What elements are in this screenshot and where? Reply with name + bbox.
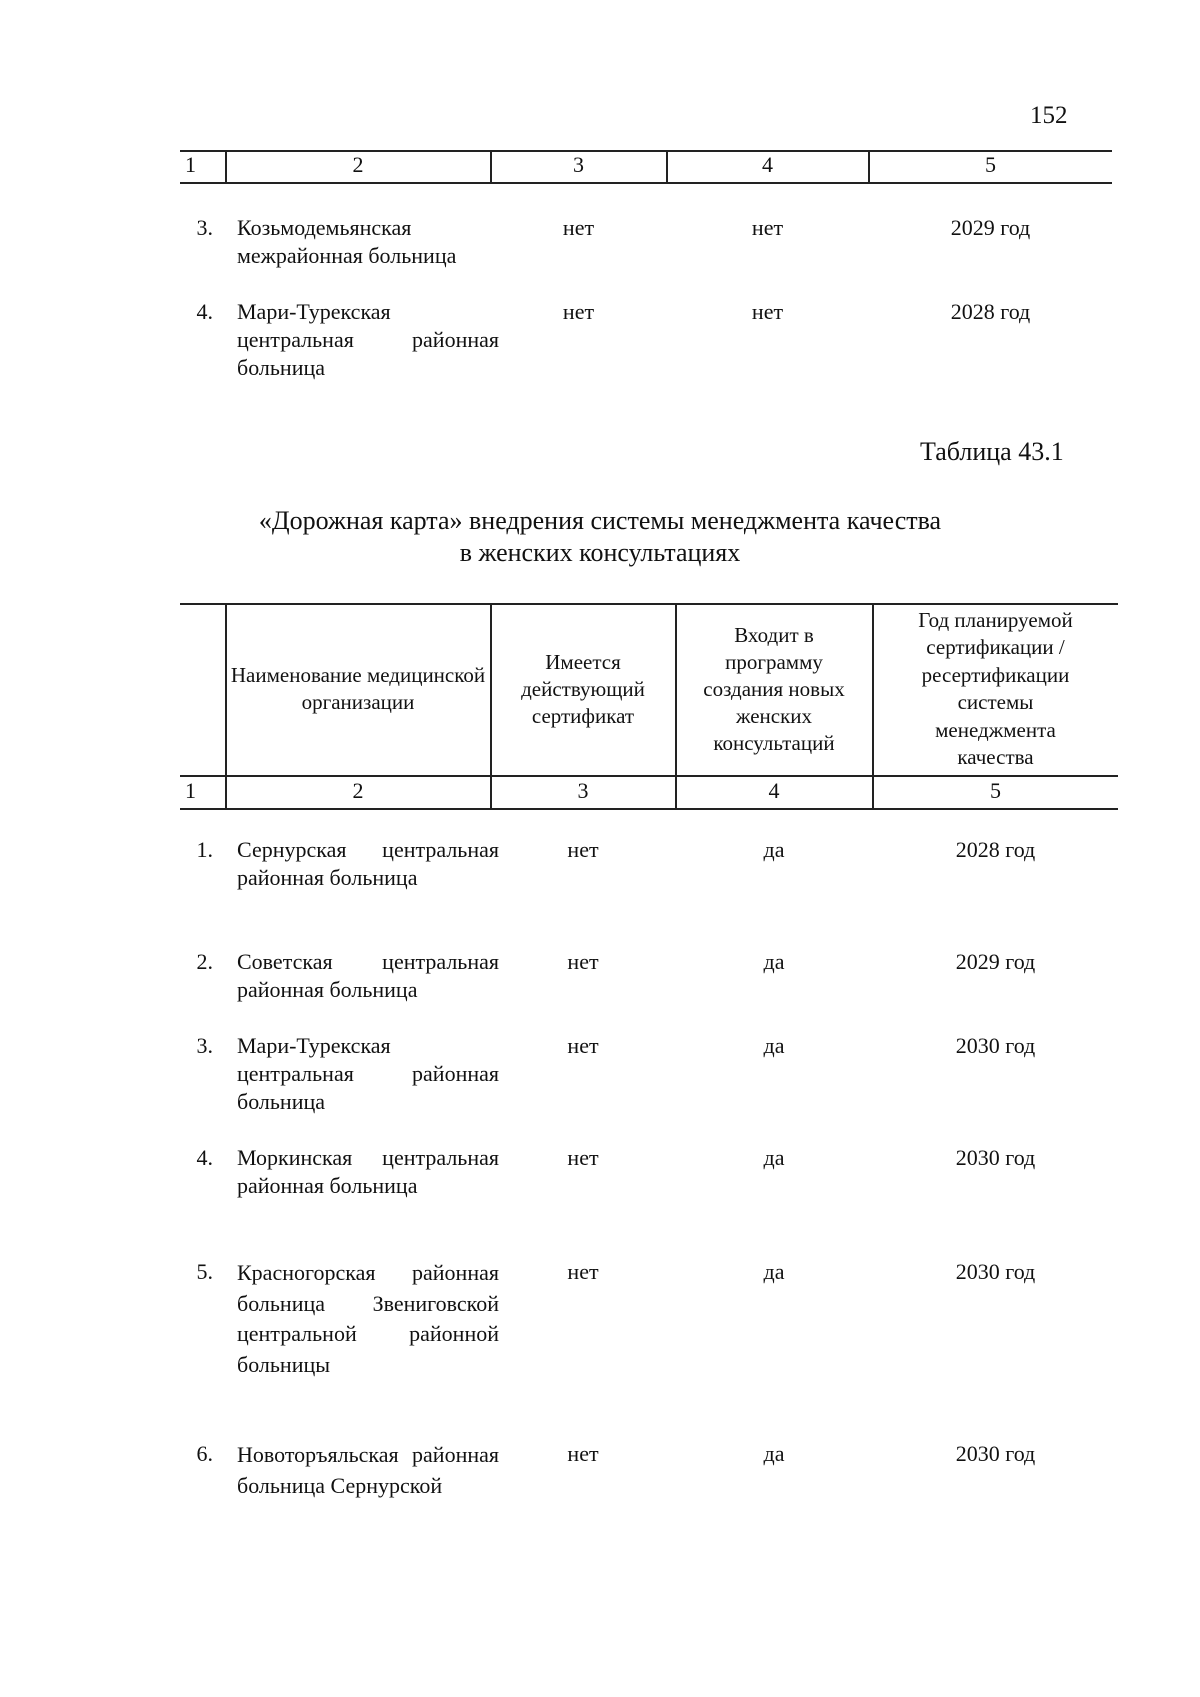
row-number: 2. (196, 949, 213, 974)
column-number-4: 4 (762, 152, 773, 177)
year-value: 2028 год (955, 837, 1036, 862)
column-number-2: 2 (352, 152, 364, 177)
table-title-line-2: в женских консультациях (459, 538, 741, 567)
header-divider (180, 775, 1118, 777)
in-program-value: да (763, 1441, 785, 1466)
organization-name: Красногорская районная больница Звениговской центральной районной больницы (237, 1260, 499, 1377)
organization-name: Мари-Турекская центральная районная больница (237, 1033, 499, 1114)
has-certificate-value: нет (562, 215, 595, 240)
row-number: 3. (196, 215, 213, 240)
row-number: 6. (196, 1441, 213, 1466)
column-number-2: 2 (352, 778, 364, 803)
year-value: 2030 год (955, 1441, 1036, 1466)
year-value: 2030 год (955, 1259, 1036, 1284)
column-number-5: 5 (985, 152, 996, 177)
in-program-value: да (763, 1033, 785, 1058)
column-number-4: 4 (768, 778, 780, 803)
table-header-bottom-border (180, 808, 1118, 810)
organization-name: Моркинская центральная районная больница (237, 1145, 499, 1198)
in-program-value: да (763, 1145, 785, 1170)
table-header-bottom-border (180, 182, 1112, 184)
header-has-certificate: Имеется действующий сертификат (521, 649, 645, 728)
row-number: 4. (196, 1145, 213, 1170)
in-program-value: да (763, 837, 785, 862)
column-number-5: 5 (990, 778, 1001, 803)
organization-name: Мари-Турекская центральная районная больница (237, 299, 499, 380)
year-value: 2029 год (955, 949, 1036, 974)
has-certificate-value: нет (567, 837, 599, 862)
header-planned-certification-year: Год планируемой сертификации / ресертификации системы менеджмента качества (918, 607, 1073, 769)
row-number: 1. (196, 837, 213, 862)
has-certificate-value: нет (567, 1259, 599, 1284)
organization-name: Сернурская центральная районная больница (237, 837, 499, 890)
has-certificate-value: нет (567, 1033, 599, 1058)
page-number: 152 (1030, 102, 1068, 129)
organization-name: Новоторъяльская районная больница Сернурской (237, 1442, 499, 1498)
organization-name: Козьмодемьянская межрайонная больница (237, 215, 457, 268)
in-program-value: нет (751, 299, 784, 324)
has-certificate-value: нет (567, 949, 599, 974)
row-number: 5. (196, 1259, 213, 1284)
table-title (180, 505, 1020, 569)
column-number-1: 1 (185, 152, 196, 177)
column-number-3: 3 (577, 778, 589, 803)
has-certificate-value: нет (567, 1441, 599, 1466)
column-number-1: 1 (185, 778, 196, 803)
organization-name: Советская центральная районная больница (237, 949, 499, 1002)
column-number-3: 3 (573, 152, 584, 177)
year-value: 2030 год (955, 1145, 1036, 1170)
in-program-value: нет (751, 215, 784, 240)
year-value: 2029 год (950, 215, 1031, 240)
header-in-program: Входит в программу создания новых женских консультаций (703, 622, 845, 755)
in-program-value: да (763, 949, 785, 974)
header-organization-name: Наименование медицинской организации (230, 663, 486, 714)
table-caption: Таблица 43.1 (920, 437, 1064, 466)
table-title-line-1: «Дорожная карта» внедрения системы менеджмента качества (258, 506, 942, 535)
row-number: 4. (196, 299, 213, 324)
has-certificate-value: нет (562, 299, 595, 324)
year-value: 2028 год (950, 299, 1031, 324)
year-value: 2030 год (955, 1033, 1036, 1058)
has-certificate-value: нет (567, 1145, 599, 1170)
row-number: 3. (196, 1033, 213, 1058)
in-program-value: да (763, 1259, 785, 1284)
